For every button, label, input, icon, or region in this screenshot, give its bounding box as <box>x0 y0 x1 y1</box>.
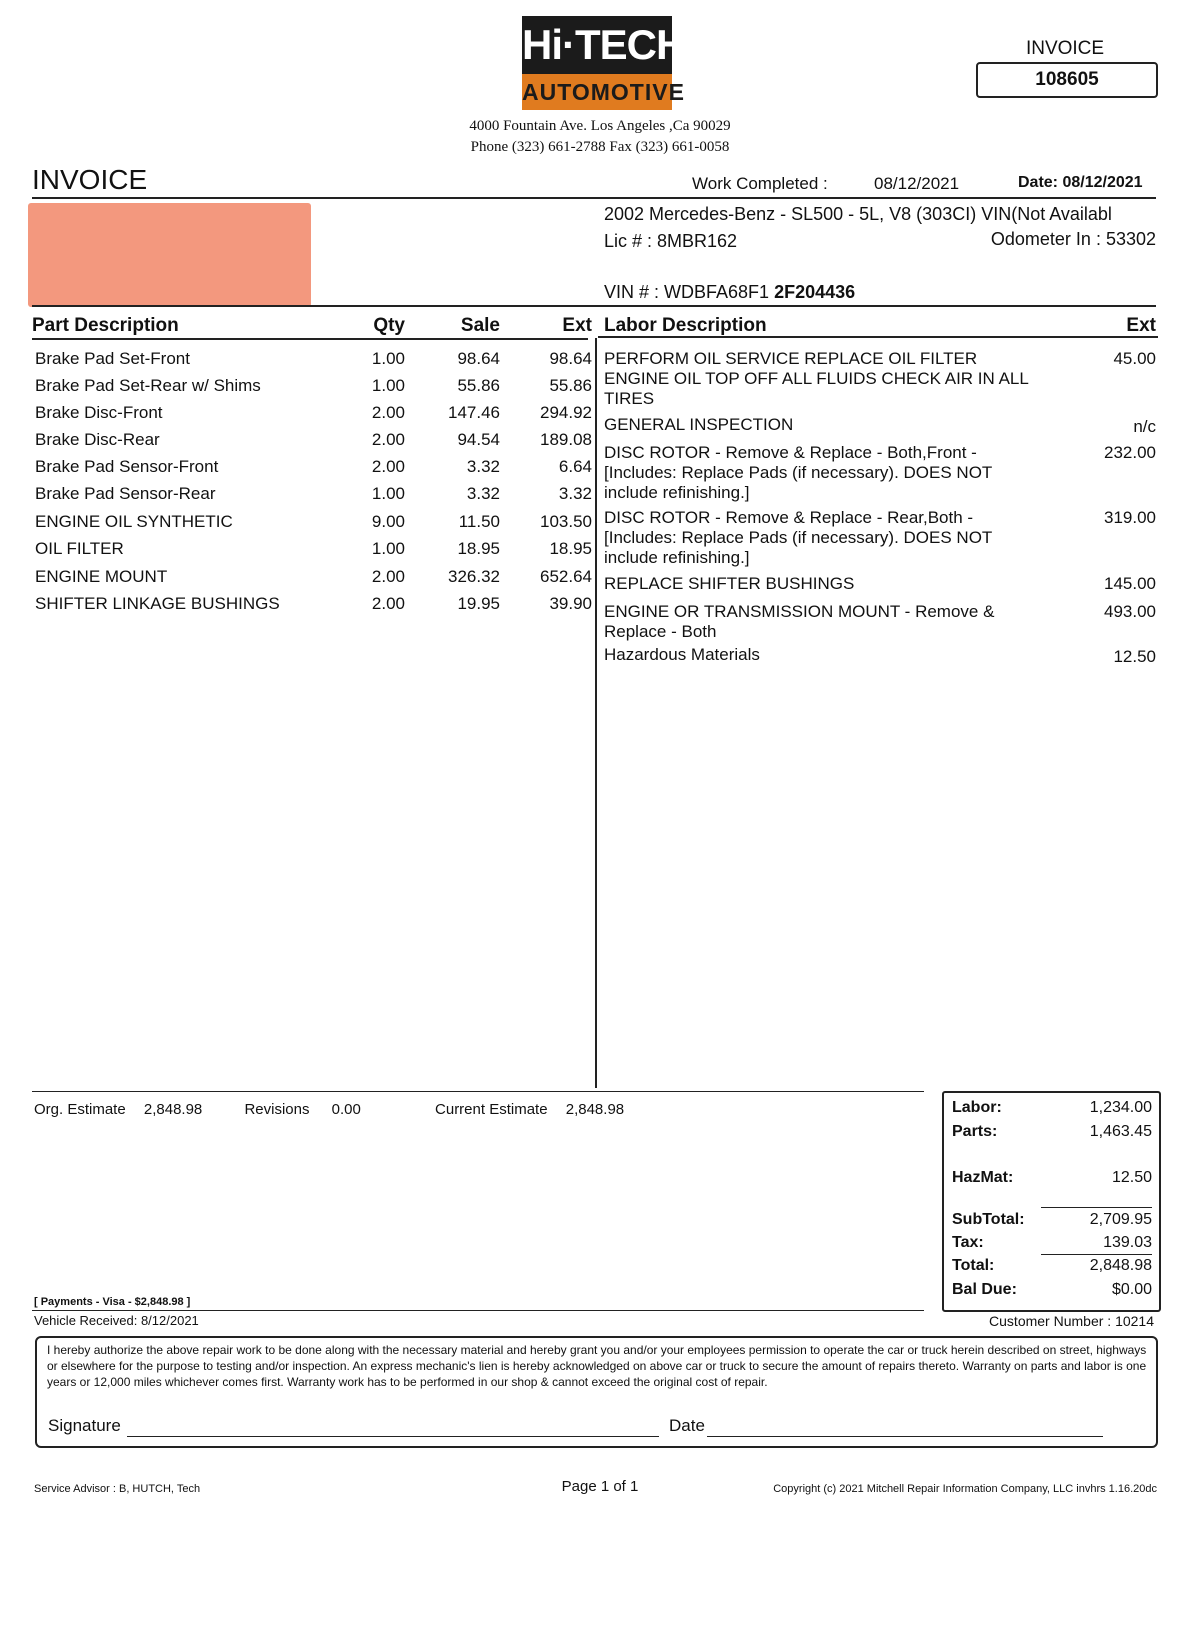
service-advisor: Service Advisor : B, HUTCH, Tech <box>34 1483 201 1495</box>
vin-suffix: 2F204436 <box>774 282 856 302</box>
table-row <box>0 512 600 536</box>
part-description: Brake Pad Set-Front <box>35 349 190 368</box>
table-row <box>0 403 600 427</box>
part-sale: 326.32 <box>448 567 500 586</box>
parts-header-underline <box>32 338 588 340</box>
work-completed-label: Work Completed : <box>692 174 828 193</box>
labor-ext: 493.00 <box>1104 602 1156 621</box>
part-qty: 9.00 <box>371 512 405 531</box>
parts-total: 1,463.45 <box>1089 1123 1152 1140</box>
part-sale: 94.54 <box>457 430 500 449</box>
balance-due-label: Bal Due: <box>952 1281 1017 1298</box>
part-sale: 147.46 <box>448 403 500 422</box>
payments-note: [ Payments - Visa - $2,848.98 ] <box>34 1296 191 1308</box>
part-ext: 294.92 <box>540 403 592 422</box>
revisions-label: Revisions <box>244 1101 310 1118</box>
shop-address: 4000 Fountain Ave. Los Angeles ,Ca 90029 <box>469 118 731 134</box>
labor-header-ext: Ext <box>1126 315 1156 336</box>
part-ext: 18.95 <box>549 539 592 558</box>
tax-label: Tax: <box>952 1234 984 1251</box>
part-sale: 19.95 <box>457 594 500 613</box>
tax-value: 139.03 <box>1103 1234 1152 1251</box>
table-row <box>0 539 600 563</box>
page-number: Page 1 of 1 <box>561 1478 639 1495</box>
subtotal-divider <box>1041 1207 1152 1208</box>
balance-due-value: $0.00 <box>1111 1281 1152 1298</box>
part-ext: 39.90 <box>549 594 592 613</box>
table-row <box>0 484 600 508</box>
part-qty: 2.00 <box>371 594 405 613</box>
vin-number <box>604 282 855 303</box>
part-description: SHIFTER LINKAGE BUSHINGS <box>35 594 280 613</box>
part-ext: 98.64 <box>549 349 592 368</box>
part-ext: 652.64 <box>540 567 592 586</box>
part-qty: 1.00 <box>371 484 405 503</box>
labor-ext: 45.00 <box>1113 349 1156 368</box>
logo-subtitle: AUTOMOTIVE <box>522 74 672 110</box>
customer-number: Customer Number : 10214 <box>989 1313 1154 1329</box>
part-sale: 98.64 <box>457 349 500 368</box>
labor-ext: 319.00 <box>1104 508 1156 527</box>
part-ext: 189.08 <box>540 430 592 449</box>
part-qty: 1.00 <box>371 539 405 558</box>
part-ext: 6.64 <box>558 457 592 476</box>
vehicle-description: 2002 Mercedes-Benz - SL500 - 5L, V8 (303CI) VIN(Not Availabl <box>604 204 1112 224</box>
part-sale: 11.50 <box>458 512 500 531</box>
labor-header-description: Labor Description <box>604 315 767 336</box>
redacted-customer-info <box>28 203 311 307</box>
part-qty: 1.00 <box>371 376 405 395</box>
license-plate: Lic # : 8MBR162 <box>604 231 738 251</box>
part-description: Brake Disc-Rear <box>35 430 160 449</box>
total-value: 2,848.98 <box>1089 1257 1152 1274</box>
part-qty: 2.00 <box>371 403 405 422</box>
table-row <box>0 594 600 618</box>
odometer-reading: Odometer In : 53302 <box>990 229 1156 249</box>
labor-ext: 232.00 <box>1104 443 1156 462</box>
labor-ext: 12.50 <box>1113 647 1156 666</box>
copyright: Copyright (c) 2021 Mitchell Repair Information Company, LLC invhrs 1.16.20dc <box>773 1483 1157 1495</box>
vin-prefix: VIN # : WDBFA68F1 <box>604 282 775 302</box>
labor-description: Hazardous Materials <box>604 645 760 664</box>
parts-header-sale: Sale <box>460 315 500 336</box>
subtotal-label: SubTotal: <box>952 1211 1025 1228</box>
authorization-box <box>35 1336 1158 1448</box>
estimate-summary <box>34 1101 624 1118</box>
totals-box <box>942 1091 1161 1312</box>
parts-total-label: Parts: <box>952 1123 998 1140</box>
shop-logo <box>522 16 686 110</box>
invoice-number-label: INVOICE <box>1025 38 1105 59</box>
table-row <box>0 430 600 454</box>
part-qty: 1.00 <box>371 349 405 368</box>
part-description: OIL FILTER <box>35 539 124 558</box>
labor-description: GENERAL INSPECTION <box>604 415 794 434</box>
current-estimate-label: Current Estimate <box>435 1101 548 1118</box>
part-qty: 2.00 <box>371 430 405 449</box>
labor-ext: n/c <box>1133 417 1156 436</box>
total-divider <box>1041 1254 1152 1255</box>
invoice-date: Date: 08/12/2021 <box>1018 174 1143 191</box>
part-description: Brake Disc-Front <box>35 403 163 422</box>
shop-phone: Phone (323) 661-2788 Fax (323) 661-0058 <box>470 139 730 155</box>
revisions-value: 0.00 <box>331 1101 361 1118</box>
signature-date-line <box>707 1436 1103 1437</box>
labor-description: ENGINE OIL TOP OFF ALL FLUIDS CHECK AIR IN ALL TIRES <box>604 369 1029 408</box>
total-label: Total: <box>952 1257 995 1274</box>
signature-date-label: Date <box>669 1416 705 1435</box>
footer-divider <box>32 1310 924 1311</box>
vehicle-received: Vehicle Received: 8/12/2021 <box>34 1313 199 1328</box>
table-row <box>0 376 600 400</box>
part-description: ENGINE OIL SYNTHETIC <box>35 512 233 531</box>
table-top-divider <box>32 305 1156 307</box>
authorization-text: I hereby authorize the above repair work to be done along with the necessary material and hereby grant you and/or your employees permission to operate the car or truck herein described on street, highways or elsewhere for the purpose to testing and/or inspection. An express mechanic's lien is hereby acknowledged on above car or truck to secure the amount of repairs thereto. Warranty on parts and labor is one years or 12,000 miles whichever comes first. Warranty work has to be performed in our shop & cannot exceed the original cost of repair. <box>47 1343 1147 1389</box>
signature-line <box>127 1436 659 1437</box>
labor-total-label: Labor: <box>952 1099 1002 1116</box>
org-estimate-value: 2,848.98 <box>143 1101 203 1118</box>
table-row <box>0 457 600 481</box>
part-ext: 103.50 <box>540 512 592 531</box>
estimate-divider <box>32 1091 924 1092</box>
labor-description: PERFORM OIL SERVICE REPLACE OIL FILTER <box>604 349 978 368</box>
work-completed-date: 08/12/2021 <box>874 174 960 193</box>
header-divider <box>32 197 1156 199</box>
part-sale: 55.86 <box>457 376 500 395</box>
current-estimate-value: 2,848.98 <box>565 1101 625 1118</box>
subtotal-value: 2,709.95 <box>1089 1211 1152 1228</box>
table-row <box>0 349 600 373</box>
parts-header-ext: Ext <box>562 315 592 336</box>
parts-header-description: Part Description <box>32 315 179 336</box>
table-row <box>0 567 600 591</box>
labor-description: ENGINE OR TRANSMISSION MOUNT - Remove & Replace - Both <box>604 602 995 641</box>
part-ext: 55.86 <box>549 376 592 395</box>
hazmat-total: 12.50 <box>1111 1169 1152 1186</box>
part-sale: 3.32 <box>466 457 500 476</box>
hazmat-label: HazMat: <box>952 1169 1014 1186</box>
part-description: ENGINE MOUNT <box>35 567 168 586</box>
part-sale: 3.32 <box>466 484 500 503</box>
labor-description: DISC ROTOR - Remove & Replace - Rear,Both - [Includes: Replace Pads (if necessary). DOES NOT include refinishing.] <box>604 508 993 567</box>
labor-description: REPLACE SHIFTER BUSHINGS <box>604 574 855 593</box>
labor-total: 1,234.00 <box>1089 1099 1152 1116</box>
invoice-number: 108605 <box>976 62 1158 98</box>
signature-label: Signature <box>48 1416 121 1435</box>
labor-description: DISC ROTOR - Remove & Replace - Both,Front - [Includes: Replace Pads (if necessary). DOES NOT include refinishing.] <box>604 443 993 502</box>
part-ext: 3.32 <box>558 484 592 503</box>
parts-header-qty: Qty <box>373 315 405 336</box>
labor-header-underline <box>598 336 1158 338</box>
part-sale: 18.95 <box>457 539 500 558</box>
part-qty: 2.00 <box>371 567 405 586</box>
part-description: Brake Pad Sensor-Rear <box>35 484 216 503</box>
part-description: Brake Pad Set-Rear w/ Shims <box>35 376 261 395</box>
labor-ext: 145.00 <box>1104 574 1156 593</box>
page-title: INVOICE <box>32 164 148 195</box>
org-estimate-label: Org. Estimate <box>34 1101 126 1118</box>
logo-wordmark: Hi·TECH <box>522 16 672 74</box>
part-description: Brake Pad Sensor-Front <box>35 457 219 476</box>
part-qty: 2.00 <box>371 457 405 476</box>
